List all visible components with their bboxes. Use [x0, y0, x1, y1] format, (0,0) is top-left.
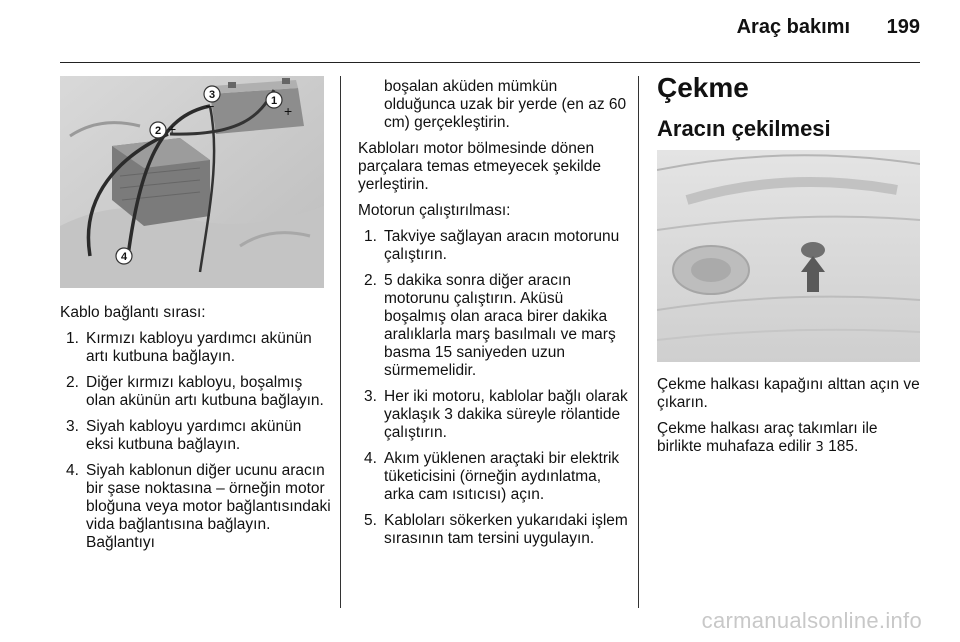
jump-start-illustration [60, 76, 324, 288]
list-item: 2. Diğer kırmızı kabloyu, boşalmış olan akünün artı kutbuna bağlayın. [66, 374, 324, 409]
plus-symbol: + [284, 103, 293, 119]
callout-1 [266, 92, 282, 108]
column-1-text [60, 304, 332, 560]
cover-instruction: Çekme halkası kapağını alttan açın ve çıkarın. [657, 376, 920, 411]
list-item: 4. Akım yüklenen araçtaki bir elektrik tüketicisini (örneğin aydınlatma, arka cam ısıtıcısı) açın. [364, 450, 620, 503]
page-reference-icon: 3 [815, 440, 824, 455]
minus-symbol: – [206, 97, 214, 113]
connection-intro: Kablo bağlantı sırası: [60, 304, 206, 321]
svg-text:1: 1 [270, 95, 278, 107]
list-item: 5. Kabloları sökerken yukarıdaki işlem sırasının tam tersini uygulayın. [364, 512, 628, 547]
start-intro: Motorun çalıştırılması: [358, 202, 511, 219]
subsection-heading: Aracın çekilmesi [657, 116, 831, 141]
column-divider-2 [638, 76, 639, 608]
svg-text:4: 4 [120, 251, 128, 263]
list-item: 3. Her iki motoru, kablolar bağlı olarak yaklaşık 3 dakika süreyle rölantide çalıştırın. [364, 388, 628, 441]
column-divider-1 [340, 76, 341, 608]
page-number: 199 [886, 16, 920, 38]
header-rule [60, 62, 920, 63]
list-item: 1. Takviye sağlayan aracın motorunu çalıştırın. [364, 228, 620, 263]
callout-4 [116, 248, 132, 264]
svg-text:3: 3 [208, 89, 216, 101]
header-title: Araç bakımı [736, 16, 850, 38]
column-3-text [657, 376, 922, 465]
watermark: carmanualsonline.info [701, 608, 922, 633]
column-2-text [358, 78, 628, 556]
connection-steps [60, 330, 332, 552]
tow-eye-storage-note: Çekme halkası araç takımları ile birlikte muhafaza edilir 3 185. [657, 420, 878, 455]
page-reference[interactable]: 185. [828, 438, 859, 455]
cable-routing-note: Kabloları motor bölmesinde dönen parçalara temas etmeyecek şekilde yerleştirin. [358, 140, 601, 193]
svg-text:2: 2 [154, 125, 162, 137]
section-heading: Çekme [657, 72, 749, 103]
callout-2 [150, 122, 166, 138]
start-steps [358, 228, 628, 548]
list-item: 4. Siyah kablonun diğer ucunu aracın bir şase noktasına – örneğin motor bloğuna veya motor bağlantısındaki vida bağlantısına bağlayın. Bağlantıyı [66, 462, 331, 551]
continued-text: boşalan aküden mümkün olduğunca uzak bir yerde (en az 60 cm) gerçekleştirin. [384, 78, 627, 131]
list-item: 3. Siyah kabloyu yardımcı akünün eksi kutbuna bağlayın. [66, 418, 302, 453]
list-item: 2. 5 dakika sonra diğer aracın motorunu çalıştırın. Aküsü boşalmış olan araca birer dakika aralıklarla marş basılmalı ve marş basma 15 saniyeden uzun sürmemelidir. [364, 272, 616, 379]
list-item: 1. Kırmızı kabloyu yardımcı akünün artı kutbuna bağlayın. [66, 330, 312, 365]
tow-eye-cover-illustration [657, 150, 920, 362]
plus-symbol: + [168, 121, 177, 137]
